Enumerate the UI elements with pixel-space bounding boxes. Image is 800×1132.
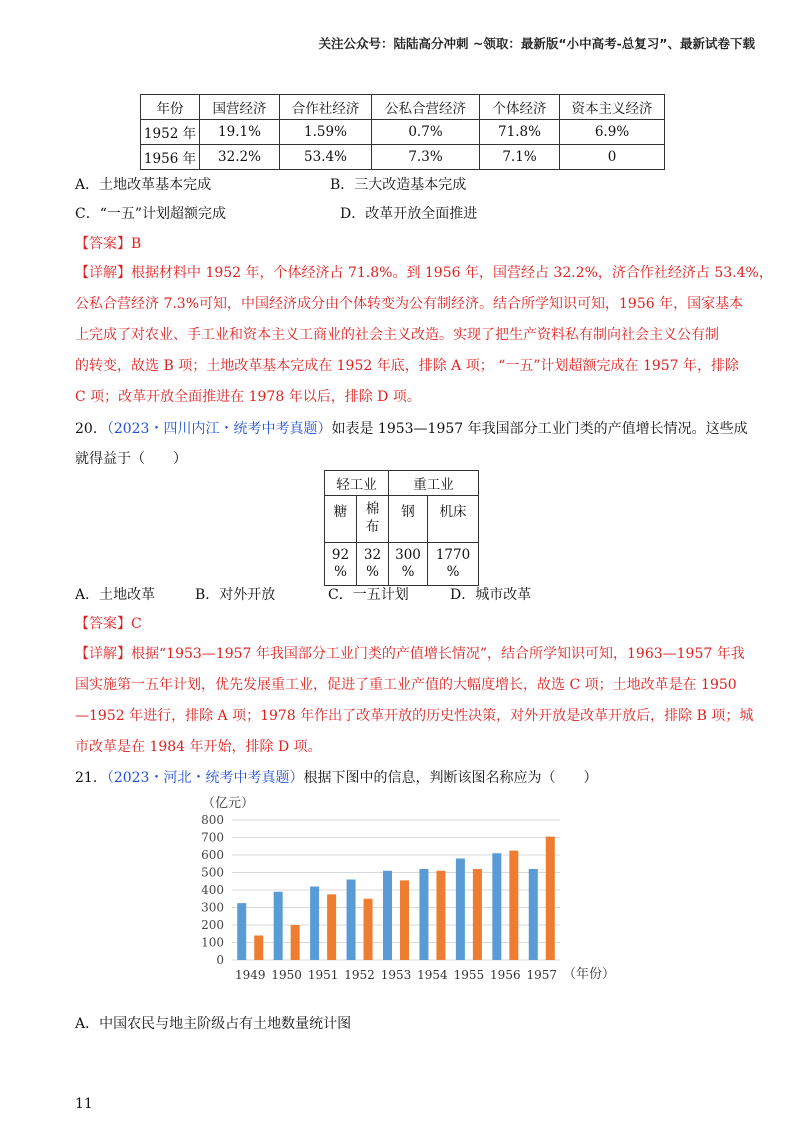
table-cell: 53.4% xyxy=(280,145,372,170)
value-sugar-unit: % xyxy=(334,564,347,580)
value-sugar xyxy=(325,543,357,586)
chart-bar xyxy=(492,853,501,960)
chart-x-tick-label: 1953 xyxy=(380,968,412,982)
chart-bar xyxy=(529,869,538,960)
value-sugar-num: 92 xyxy=(331,547,350,563)
q21-stem xyxy=(75,767,597,787)
chart-y-tick-label: 100 xyxy=(201,935,224,950)
value-cotton-num: 32 xyxy=(363,547,382,563)
economy-table xyxy=(140,94,665,170)
item-sugar: 糖 xyxy=(325,496,357,543)
chart-x-tick-label: 1951 xyxy=(307,968,339,982)
chart-y-tick-label: 600 xyxy=(201,848,224,862)
group-heavy-industry: 重工业 xyxy=(389,471,479,496)
q20-stem-text: 如表是 1953—1957 年我国部分工业门类的产值增长情况。这些成 xyxy=(331,421,748,437)
chart-x-tick-label: 1950 xyxy=(271,968,302,982)
chart-bar xyxy=(237,903,246,960)
chart-bar xyxy=(419,869,428,960)
chart-x-unit: （年份） xyxy=(563,967,616,982)
chart-x-tick-label: 1949 xyxy=(234,968,266,982)
chart-bar xyxy=(383,871,392,960)
table-header-cell: 合作社经济 xyxy=(280,95,372,120)
chart-bar xyxy=(364,899,373,960)
q20-stem-cont: 就得益于（ ） xyxy=(75,451,187,467)
chart-y-tick-label: 400 xyxy=(201,883,224,897)
item-cotton-line1: 棉 xyxy=(365,501,380,517)
value-steel xyxy=(389,543,428,586)
table-cell: 1952 年 xyxy=(141,120,200,145)
q19-detail-line: C 项；改革开放全面推进在 1978 年以后，排除 D 项。 xyxy=(75,389,421,405)
chart-bar xyxy=(347,880,356,961)
table-header-cell: 公私合营经济 xyxy=(372,95,480,120)
chart-y-unit: （亿元） xyxy=(202,796,255,811)
value-cotton xyxy=(357,543,389,586)
q19-detail-line: 【详解】根据材料中 1952 年，个体经济占 71.8%。到 1956 年，国营经占 32.2%，济合作社经济占 53.4%， xyxy=(75,265,773,281)
chart-bar xyxy=(473,869,482,960)
table-cell: 71.8% xyxy=(480,120,560,145)
q19-option-b: B．三大改造基本完成 xyxy=(330,177,467,193)
q20-stem xyxy=(75,418,748,438)
chart-y-tick-label: 200 xyxy=(201,918,224,932)
item-machine-tool: 机床 xyxy=(428,496,479,543)
output-bar-chart xyxy=(180,792,620,992)
page-header: 关注公众号：陆陆高分冲刺 ~领取：最新版“小中高考-总复习”、最新试卷下载 xyxy=(318,36,755,51)
table-cell: 6.9% xyxy=(560,120,665,145)
chart-bar xyxy=(436,871,445,960)
value-machine-tool xyxy=(428,543,479,586)
q19-option-a: A．土地改革基本完成 xyxy=(75,177,212,193)
q20-option-c: C．一五计划 xyxy=(328,587,409,603)
table-cell: 7.1% xyxy=(480,145,560,170)
chart-bar xyxy=(274,892,283,960)
value-steel-num: 300 xyxy=(395,547,421,563)
chart-bar xyxy=(291,925,300,960)
chart-x-tick-label: 1957 xyxy=(526,968,558,982)
chart-y-tick-label: 0 xyxy=(216,953,224,967)
chart-x-ticks xyxy=(235,968,557,982)
chart-x-tick-label: 1952 xyxy=(344,968,375,982)
q19-detail-line: 上完成了对农业、手工业和资本主义工商业的社会主义改造。实现了把生产资料私有制向社会主义公有制 xyxy=(75,327,719,343)
table-header-cell: 国营经济 xyxy=(200,95,280,120)
chart-bar xyxy=(509,851,518,960)
q21-stem-text: 根据下图中的信息，判断该图名称应为（ ） xyxy=(303,770,598,786)
q19-detail-line: 公私合营经济 7.3%可知，中国经济成分由个体转变为公有制经济。结合所学知识可知，1956 年，国家基本 xyxy=(75,296,744,312)
table-header-row xyxy=(141,95,665,120)
group-light-industry: 轻工业 xyxy=(325,471,389,496)
table-header-cell: 个体经济 xyxy=(480,95,560,120)
table-row xyxy=(141,145,665,170)
q20-detail-line: 国实施第一五年计划，优先发展重工业，促进了重工业产值的大幅度增长，故选 C 项；土地改革是在 1950 xyxy=(75,677,737,693)
q20-detail-line: 市改革是在 1984 年开始，排除 D 项。 xyxy=(75,739,322,755)
q20-detail-line: 【详解】根据“1953—1957 年我国部分工业门类的产值增长情况”，结合所学知识可知，1963—1957 年我 xyxy=(75,646,745,662)
table-cell: 0.7% xyxy=(372,120,480,145)
table-header-cell: 年份 xyxy=(141,95,200,120)
q19-option-d: D．改革开放全面推进 xyxy=(340,206,478,222)
chart-x-tick-label: 1956 xyxy=(490,968,521,982)
table-cell: 32.2% xyxy=(200,145,280,170)
q20-number: 20． xyxy=(75,421,107,437)
chart-bar xyxy=(310,887,319,961)
chart-x-tick-label: 1954 xyxy=(417,968,448,982)
chart-y-tick-label: 500 xyxy=(201,865,224,880)
table-cell: 1.59% xyxy=(280,120,372,145)
chart-bar xyxy=(546,837,555,960)
table-cell: 7.3% xyxy=(372,145,480,170)
q19-answer: 【答案】B xyxy=(75,236,142,252)
chart-bar xyxy=(327,894,336,960)
q20-answer: 【答案】C xyxy=(75,616,142,632)
value-cotton-unit: % xyxy=(366,564,379,580)
item-cotton-line2: 布 xyxy=(365,519,380,535)
q20-source: （2023・四川内江・统考中考真题） xyxy=(106,421,332,437)
table-cell: 1956 年 xyxy=(141,145,200,170)
value-steel-unit: % xyxy=(401,564,415,580)
industry-table xyxy=(324,470,479,586)
chart-bar xyxy=(456,859,465,961)
q20-option-b: B．对外开放 xyxy=(195,587,276,603)
table-cell: 19.1% xyxy=(200,120,280,145)
q20-option-d: D．城市改革 xyxy=(450,587,532,603)
q20-option-a: A．土地改革 xyxy=(75,587,156,603)
chart-bar xyxy=(254,936,263,961)
q19-option-c: C．“一五”计划超额完成 xyxy=(75,206,227,222)
chart-y-ticks xyxy=(201,813,224,967)
chart-y-tick-label: 800 xyxy=(201,813,224,827)
q19-detail-line: 的转变，故选 B 项；土地改革基本完成在 1952 年底，排除 A 项； “一五”计划超额完成在 1957 年，排除 xyxy=(75,358,740,374)
item-steel: 钢 xyxy=(389,496,428,543)
value-machine-num: 1770 xyxy=(435,547,471,563)
chart-bar xyxy=(400,880,409,960)
q21-option-a: A．中国农民与地主阶级占有土地数量统计图 xyxy=(75,1016,352,1032)
chart-y-tick-label: 300 xyxy=(201,900,224,915)
q21-source: （2023・河北・统考中考真题） xyxy=(106,770,304,786)
chart-y-tick-label: 700 xyxy=(201,830,224,845)
q21-number: 21． xyxy=(75,770,107,786)
value-machine-unit: % xyxy=(446,564,460,580)
page-number: 11 xyxy=(75,1096,93,1112)
item-cotton xyxy=(357,496,389,543)
chart-x-tick-label: 1955 xyxy=(453,968,485,982)
table-header-cell: 资本主义经济 xyxy=(560,95,665,120)
q20-detail-line: —1952 年进行，排除 A 项；1978 年作出了改革开放的历史性决策，对外开放是改革开放后，排除 B 项；城 xyxy=(75,708,754,724)
table-cell: 0 xyxy=(560,145,665,170)
table-row xyxy=(141,120,665,145)
